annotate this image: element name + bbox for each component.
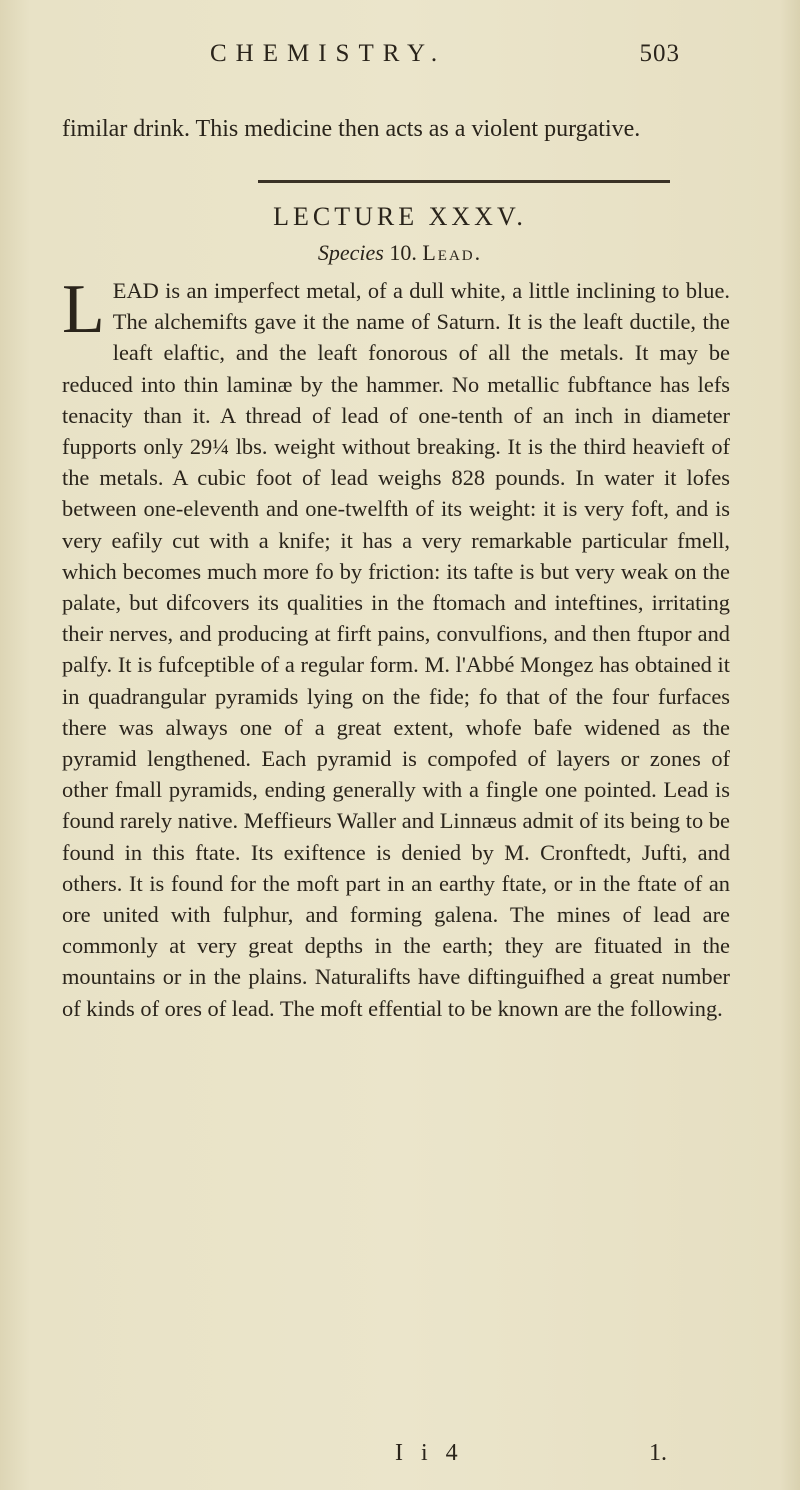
signature-mark: I i 4	[395, 1440, 464, 1466]
species-label: Species	[317, 240, 384, 265]
running-title: CHEMISTRY.	[210, 40, 447, 67]
species-number: 10.	[389, 240, 417, 265]
page-number: 503	[639, 40, 680, 67]
catchword: 1.	[649, 1440, 667, 1466]
drop-cap: L	[62, 271, 105, 348]
section-divider	[258, 180, 670, 183]
species-subheading	[0, 240, 800, 266]
lecture-heading: LECTURE XXXV.	[273, 202, 527, 231]
species-name: Lead.	[422, 240, 483, 265]
continued-paragraph: fimilar drink. This medicine then acts as a violent purgative.	[62, 116, 641, 142]
running-header	[210, 40, 680, 80]
lecture-body	[62, 271, 730, 1024]
lecture-body-text: EAD is an imperfect metal, of a dull white, a little inclining to blue. The alchemifts gave it the name of Saturn. It is the leaft ductile, the leaft elaftic, and the leaft fonorous of all the metals. It may be reduced into thin laminæ by the hammer. No metallic fubftance has lefs tenacity than it. A thread of lead of one-tenth of an inch in diameter fupports only 29¼ lbs. weight without breaking. It is the third heavieft of the metals. A cubic foot of lead weighs 828 pounds. In water it lofes between one-eleventh and one-twelfth of its weight: it is very foft, and is very eafily cut with a knife; it has a very remarkable particular fmell, which becomes much more fo by friction: its tafte is but very weak on the palate, but difcovers its qualities in the ftomach and inteftines, irritating their nerves, and producing at firft pains, convulfions, and then ftupor and palfy. It is fufceptible of a regular form. M. l'Abbé Mongez has obtained it in quadrangular pyramids lying on the fide; fo that of the four furfaces there was always one of a great extent, whofe bafe widened as the pyramid lengthened. Each pyramid is compofed of layers or zones of other fmall pyramids, ending generally with a fingle one pointed. Lead is found rarely native. Meffieurs Waller and Linnæus admit of its being to be found in this ftate. Its exiftence is denied by M. Cronftedt, Jufti, and others. It is found for the moft part in an earthy ftate, or in the ftate of an ore united with fulphur, and forming galena. The mines of lead are commonly at very great depths in the earth; they are fituated in the mountains or in the plains. Naturalifts have diftinguifhed a great number of kinds of ores of lead. The moft effential to be known are the following.	[62, 278, 730, 1021]
